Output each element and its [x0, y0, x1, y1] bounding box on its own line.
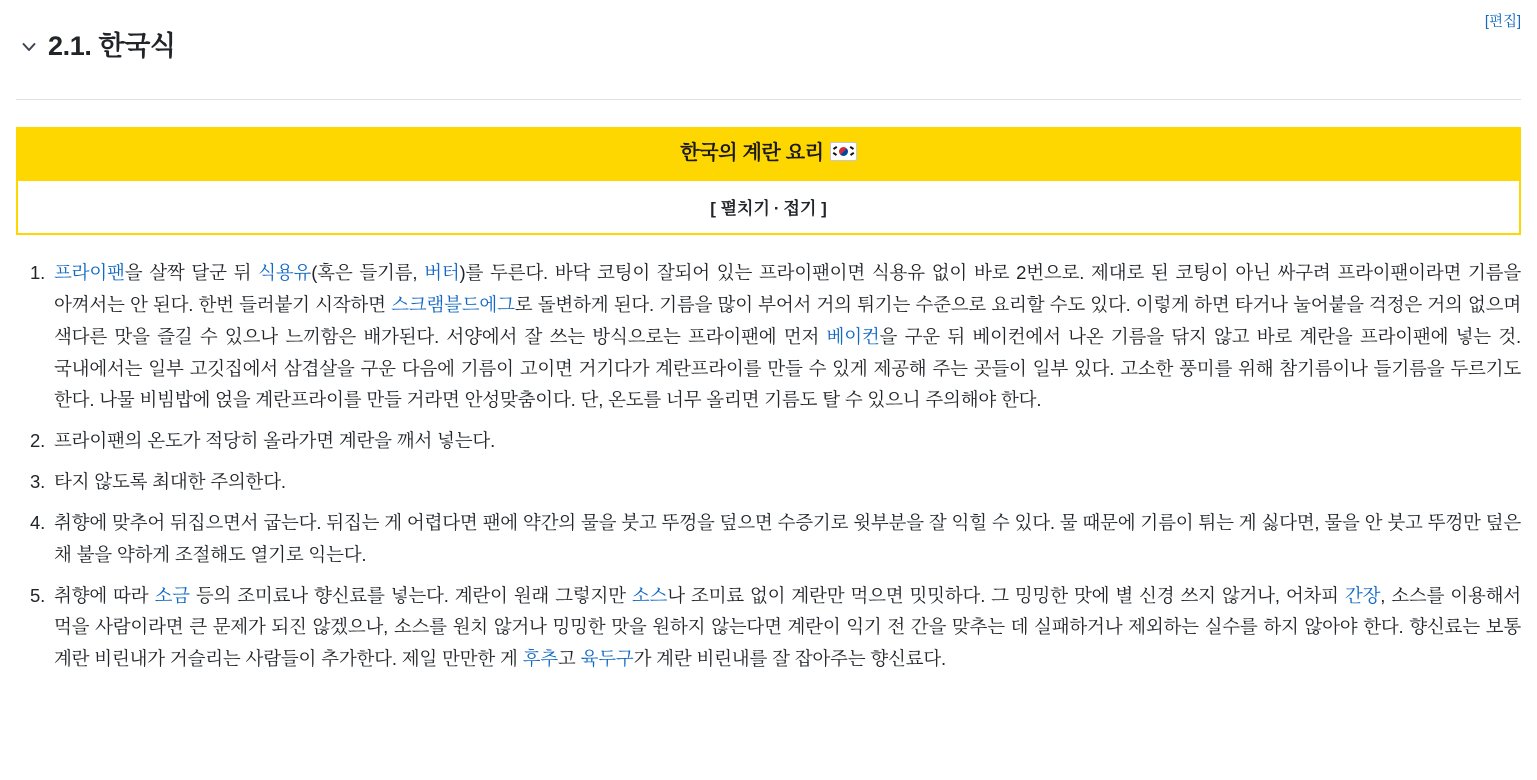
step-text: 취향에 따라: [54, 584, 155, 606]
wiki-link[interactable]: 식용유: [258, 262, 312, 284]
wiki-link[interactable]: 육두구: [580, 648, 634, 670]
expand-button[interactable]: 펼치기: [720, 199, 770, 219]
step-text: 을 구운 뒤 베이컨에서 나온 기름을 닦지 않고 바로 계란을 프라이팬에 넣는 것. 국내에서는 일부 고깃집에서 삼겹살을 구운 다음에 기름이 고이면 거기다가 계란프라이를 만들 수 있게 제공해 주는 곳들이 일부 있다. 고소한 풍미를 위해 참기름이나 들기름을 두르기도 한다. 나물 비빔밥에 얹을 계란프라이를 만들 거라면 안성맞춤이다. 단, 온도를 너무 올리면 기름도 탈 수 있으니 주의해야 한다.: [54, 325, 1521, 411]
step-text: )를 두른다. 바닥 코팅이 잘되어 있는 프라이팬이면 식용유 없이 바로 2번으로. 제대로 된 코팅이 아닌 싸구려 프라이팬이라면 기름을 아껴서는 안 된다. 한번 들러붙기 시작하면: [54, 262, 1521, 316]
wiki-link[interactable]: 소스: [631, 584, 668, 606]
step-text: 고: [557, 648, 581, 670]
south-korea-flag-icon: [830, 142, 857, 161]
step-text: 을 살짝 달군 뒤: [124, 262, 259, 284]
wiki-link[interactable]: 간장: [1344, 584, 1381, 606]
page-title: 2.1. 한국식: [48, 31, 176, 62]
recipe-steps-list: [16, 257, 1521, 675]
list-item: [50, 466, 1521, 498]
list-item: [50, 257, 1521, 416]
framebox-title-text: 한국의 계란 요리: [680, 142, 824, 165]
wiki-link[interactable]: 프라이팬: [54, 262, 125, 284]
chevron-down-icon[interactable]: [16, 34, 42, 60]
step-text: , 소스를 이용해서 먹을 사람이라면 큰 문제가 되진 않겠으나, 소스를 원치 않거나 밍밍한 맛을 원하지 않는다면 계란이 익기 전 간을 맞추는 데 실패하거나 제외하는 실수를 하지 않아야 한다. 향신료는 보통 계란 비린내가 거슬리는 사람들이 추가한다. 제일 만만한 게: [54, 584, 1521, 670]
edit-section-link[interactable]: [편집]: [1484, 14, 1521, 30]
framebox-title: [18, 129, 1519, 179]
wiki-link[interactable]: 버터: [424, 262, 460, 284]
wiki-link[interactable]: 소금: [154, 584, 190, 606]
framebox-toggle-bar: [18, 179, 1519, 233]
toggle-separator: ·: [773, 199, 780, 219]
step-text: 타지 않도록 최대한 주의한다.: [54, 471, 286, 493]
list-item: [50, 425, 1521, 457]
list-item: [50, 507, 1521, 571]
wiki-link[interactable]: 스크램블드에그: [391, 294, 515, 316]
step-text: 프라이팬의 온도가 적당히 올라가면 계란을 깨서 넣는다.: [54, 430, 496, 452]
step-text: 로 돌변하게 된다. 기름을 많이 부어서 거의 튀기는 수준으로 요리할 수도 있다. 이렇게 하면 타거나 눌어붙을 걱정은 거의 없으며 색다른 맛을 즐길 수 있으나 느끼함은 배가된다. 서양에서 잘 쓰는 방식으로는 프라이팬에 먼저: [54, 294, 1521, 347]
list-item: [50, 580, 1521, 675]
step-text: (혹은 들기름,: [311, 262, 425, 284]
wiki-link[interactable]: 후추: [522, 648, 558, 670]
step-text: 나 조미료 없이 계란만 먹으면 밋밋하다. 그 밍밍한 맛에 별 신경 쓰지 않거나, 어차피: [667, 584, 1345, 606]
step-text: 등의 조미료나 향신료를 넣는다. 계란이 원래 그렇지만: [189, 584, 632, 606]
step-text: 가 계란 비린내를 잘 잡아주는 향신료다.: [633, 648, 946, 670]
framebox: [16, 127, 1521, 235]
toggle-open-bracket: [: [710, 199, 716, 219]
step-text: 취향에 맞추어 뒤집으면서 굽는다. 뒤집는 게 어렵다면 팬에 약간의 물을 붓고 뚜껑을 덮으면 수증기로 윗부분을 잘 익힐 수 있다. 물 때문에 기름이 튀는 게 싫다면, 물을 안 붓고 뚜껑만 덮은 채 불을 약하게 조절해도 열기로 익는다.: [54, 511, 1521, 565]
collapse-button[interactable]: 접기: [783, 199, 817, 219]
section-header: [16, 0, 1521, 100]
toggle-close-bracket: ]: [821, 199, 827, 219]
wiki-link[interactable]: 베이컨: [826, 325, 880, 347]
